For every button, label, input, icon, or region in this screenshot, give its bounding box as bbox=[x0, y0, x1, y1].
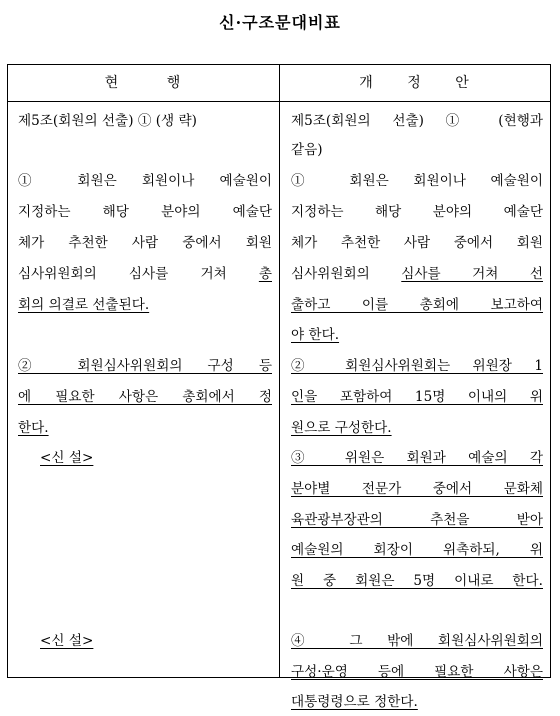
revised-line: ① 회원은 회원이나 예술원이 bbox=[291, 173, 543, 189]
revised-line: 분야별 전문가 중에서 문화체 bbox=[291, 481, 543, 497]
revised-line: 원 중 회원은 5명 이내로 한다. bbox=[291, 573, 543, 589]
current-line: 에 필요한 사항은 총회에서 정 bbox=[18, 389, 272, 405]
current-line: 회의 의결로 선출된다. bbox=[18, 297, 150, 313]
revised-line-underlined: 심사를 거쳐 선 bbox=[401, 266, 543, 282]
current-new-marker: <신 설> bbox=[40, 633, 94, 649]
current-line bbox=[18, 260, 272, 288]
current-line-text: 심사위원회의 심사를 거쳐 bbox=[18, 266, 259, 282]
current-line: ② 회원심사위원회의 구성 등 bbox=[18, 358, 272, 374]
column-divider bbox=[279, 65, 280, 677]
revised-line: 출하고 이를 총회에 보고하여 bbox=[291, 297, 543, 313]
current-line-underlined: 총 bbox=[258, 266, 272, 282]
current-line: 한다. bbox=[18, 420, 49, 436]
header-revised-label: 개 정 안 bbox=[359, 75, 471, 91]
current-new-marker: <신 설> bbox=[40, 450, 94, 466]
revised-article-heading: 제5조(회원의 선출) ① (현행과 bbox=[291, 113, 543, 129]
revised-line: 인을 포함하여 15명 이내의 위 bbox=[291, 389, 543, 405]
header-current-label: 현 행 bbox=[104, 75, 183, 91]
comparison-table bbox=[7, 64, 551, 710]
revised-line: 대통령령으로 정한다. bbox=[291, 694, 418, 710]
revised-line: 육관광부장관의 추천을 받아 bbox=[291, 512, 543, 528]
header-divider bbox=[8, 101, 550, 102]
header-revised bbox=[280, 65, 550, 101]
revised-line: 야 한다. bbox=[291, 327, 340, 343]
current-line: 체가 추천한 사람 중에서 회원 bbox=[18, 235, 272, 251]
revised-line: 원으로 구성한다. bbox=[291, 420, 392, 436]
current-line: 지정하는 해당 분야의 예술단 bbox=[18, 204, 272, 220]
revised-line: ③ 위원은 회원과 예술의 각 bbox=[291, 450, 543, 466]
current-line: ① 회원은 회원이나 예술원이 bbox=[18, 173, 272, 189]
revised-line bbox=[291, 260, 543, 288]
revised-line: 같음) bbox=[291, 142, 323, 158]
revised-line: 체가 추천한 사람 중에서 회원 bbox=[291, 235, 543, 251]
current-article-heading: 제5조(회원의 선출) ① (생 략) bbox=[18, 113, 197, 129]
revised-line-text: 심사위원회의 bbox=[291, 266, 402, 282]
revised-line: 구성·운영 등에 필요한 사항은 bbox=[291, 664, 543, 680]
revised-line: ② 회원심사위원회는 위원장 1 bbox=[291, 358, 543, 374]
header-current bbox=[8, 65, 279, 101]
revised-line: 지정하는 해당 분야의 예술단 bbox=[291, 204, 543, 220]
revised-line: ④ 그 밖에 회원심사위원회의 bbox=[291, 633, 543, 649]
revised-line: 예술원의 회장이 위촉하되, 위 bbox=[291, 542, 543, 558]
document-title: 신·구조문대비표 bbox=[219, 13, 341, 32]
